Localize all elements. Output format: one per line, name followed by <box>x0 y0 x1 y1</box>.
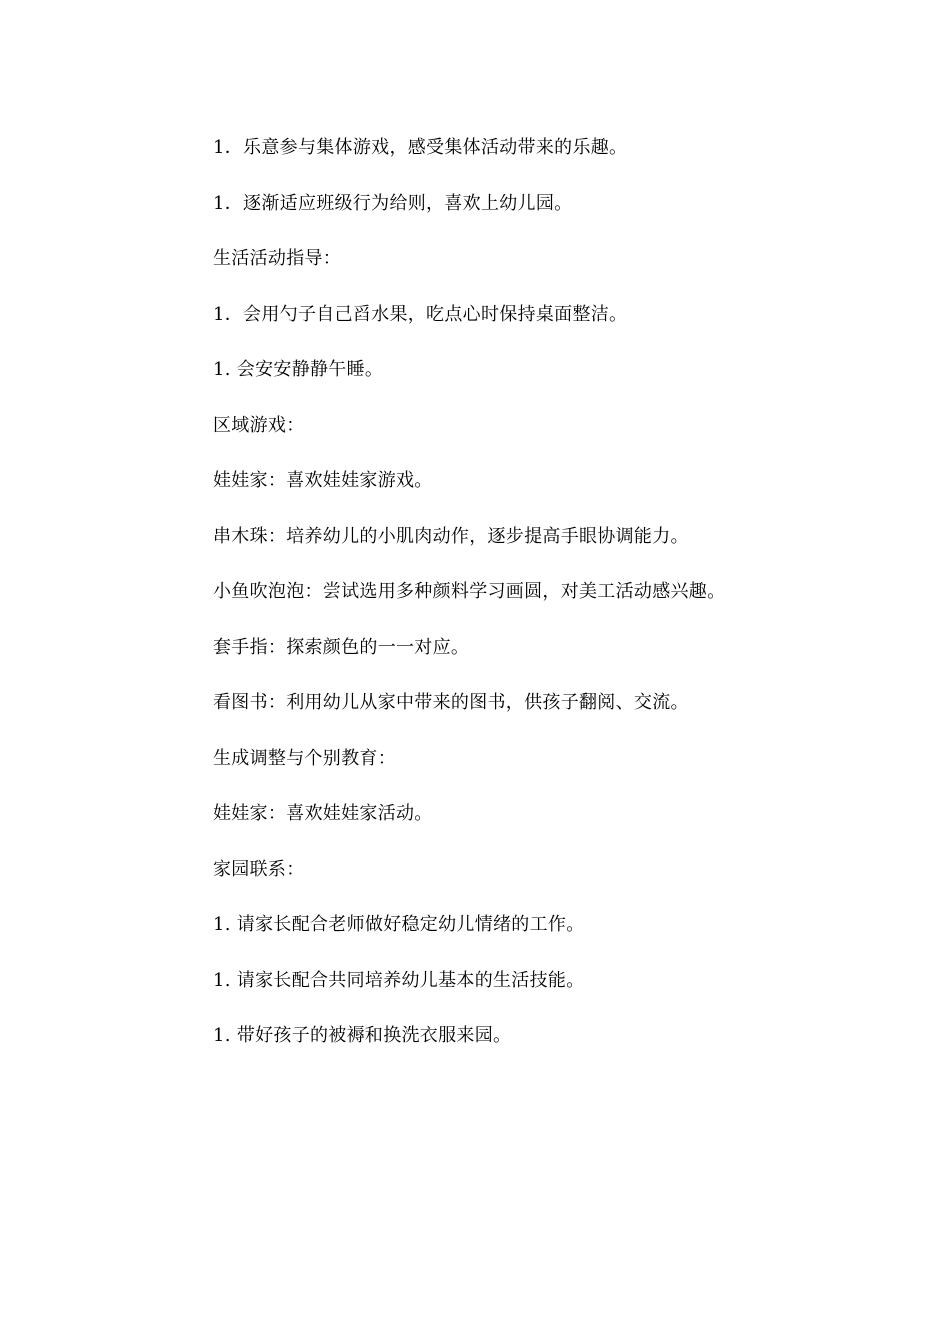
list-item-nap: 1. 会安安静静午睡。 <box>213 359 384 380</box>
section-heading-home-contact: 家园联系： <box>213 858 305 880</box>
paragraph-doll-house: 娃娃家：喜欢娃娃家游戏。 <box>213 470 433 491</box>
document-body <box>213 133 773 1077</box>
list-item-bedding: 1. 带好孩子的被褥和换洗衣服来园。 <box>213 1025 512 1046</box>
list-item-parents-emotion: 1. 请家长配合老师做好稳定幼儿情绪的工作。 <box>213 914 585 935</box>
section-heading-life-activity: 生活活动指导： <box>213 248 342 269</box>
list-item-spoon-fruit: 1．会用勺子自己舀水果，吃点心时保持桌面整洁。 <box>213 303 628 325</box>
paragraph-bead-stringing: 串木珠：培养幼儿的小肌肉动作，逐步提高手眼协调能力。 <box>213 525 689 547</box>
list-item-group-game: 1．乐意参与集体游戏，感受集体活动带来的乐趣。 <box>213 137 628 158</box>
paragraph-fish-bubbles: 小鱼吹泡泡：尝试选用多种颜料学习画圆，对美工活动感兴趣。 <box>213 581 726 602</box>
section-heading-adjustment: 生成调整与个别教育： <box>213 747 396 769</box>
paragraph-finger-cover: 套手指：探索颜色的一一对应。 <box>213 636 470 658</box>
paragraph-doll-house-activity: 娃娃家：喜欢娃娃家活动。 <box>213 803 433 824</box>
list-item-parents-skills: 1. 请家长配合共同培养幼儿基本的生活技能。 <box>213 969 585 991</box>
list-item-class-rules: 1．逐渐适应班级行为给则，喜欢上幼儿园。 <box>213 192 573 214</box>
paragraph-picture-books: 看图书：利用幼儿从家中带来的图书，供孩子翻阅、交流。 <box>213 692 689 713</box>
section-heading-area-games: 区域游戏： <box>213 414 305 436</box>
